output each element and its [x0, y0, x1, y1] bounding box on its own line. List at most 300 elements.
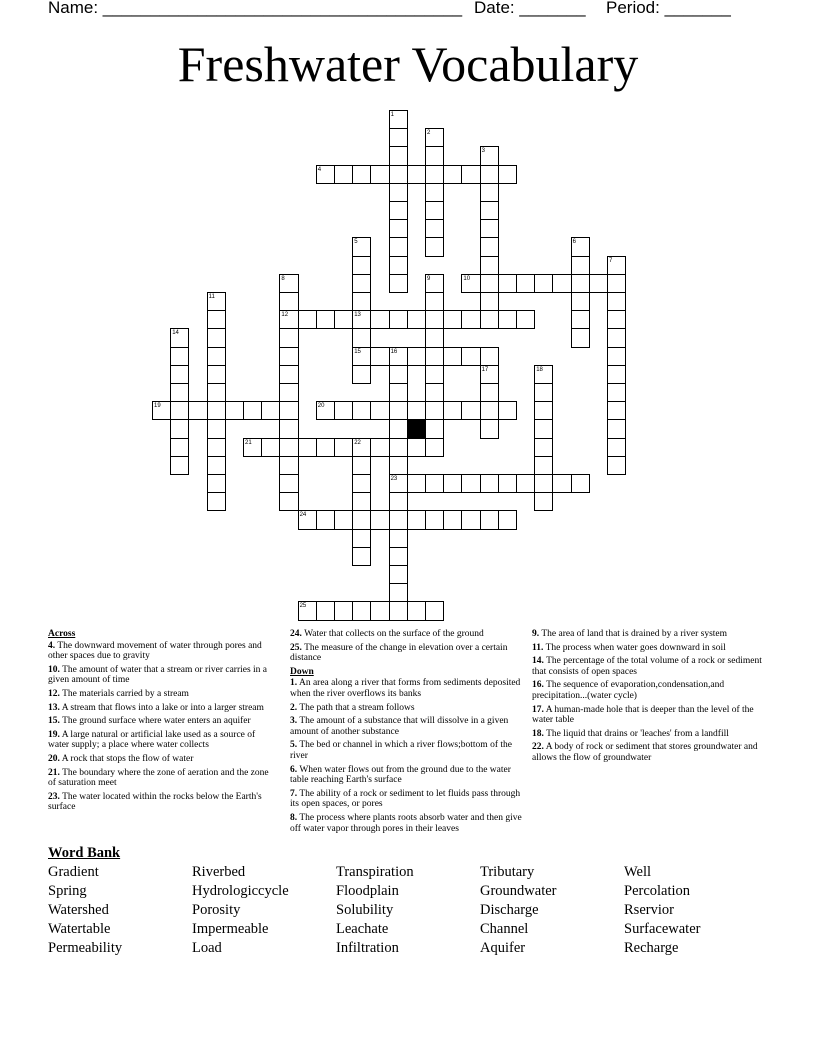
clue-number: 23	[390, 476, 398, 482]
grid-cell[interactable]	[352, 401, 371, 420]
clue-text: The percentage of the total volume of a rock or sediment that consists of open spaces	[532, 656, 762, 677]
grid-cell[interactable]	[261, 438, 280, 457]
grid-cell[interactable]	[607, 401, 626, 420]
word-bank-word: Permeability	[48, 940, 123, 956]
grid-cell[interactable]	[352, 456, 371, 475]
grid-cell[interactable]	[425, 510, 444, 529]
clue-text: The liquid that drains or 'leaches' from a landfill	[543, 728, 729, 739]
clue-num: 21.	[48, 767, 60, 778]
clue	[532, 705, 764, 726]
clue-number: 24	[299, 512, 307, 519]
clue-num: 25.	[290, 642, 302, 653]
grid-cell[interactable]	[425, 438, 444, 457]
grid-cell[interactable]	[516, 274, 535, 293]
grid-cell[interactable]	[407, 474, 426, 493]
clue-number: 9	[427, 275, 431, 282]
grid-cell[interactable]	[370, 347, 389, 366]
grid-cell[interactable]	[607, 383, 626, 402]
grid-cell[interactable]	[461, 474, 480, 493]
grid-cell[interactable]	[170, 347, 189, 366]
grid-cell[interactable]	[480, 237, 499, 256]
clue-num: 2.	[290, 702, 298, 713]
grid-cell[interactable]	[170, 401, 189, 420]
date-field[interactable]: Date: _______	[474, 0, 586, 17]
grid-cell[interactable]	[389, 146, 408, 165]
grid-cell[interactable]	[607, 274, 626, 293]
grid-cell[interactable]	[207, 310, 226, 329]
grid-cell[interactable]	[534, 383, 553, 402]
grid-cell[interactable]	[334, 510, 353, 529]
word-bank-word: Spring	[48, 883, 87, 899]
grid-cell[interactable]	[389, 310, 408, 329]
clue-number: 10	[463, 275, 471, 282]
clues-column-2	[290, 629, 522, 837]
clue-text: The amount of water that a stream or river carries in a given amount of time	[48, 664, 268, 686]
word-bank-column	[624, 863, 700, 958]
clue-number: 11	[208, 294, 215, 300]
clue-text: Water that collects on the surface of the ground	[301, 629, 484, 639]
clue-text: The water located within the rocks below the Earth's surface	[48, 791, 262, 813]
clue-text: A stream that flows into a lake or into a larger stream	[59, 702, 264, 713]
grid-cell[interactable]	[352, 365, 371, 384]
clue-text: An area along a river that forms from sediments deposited when the river overflows its banks	[290, 678, 521, 699]
grid-cell[interactable]	[334, 601, 353, 620]
grid-cell[interactable]	[316, 510, 335, 529]
clue-number: 20	[317, 403, 325, 410]
grid-cell[interactable]	[480, 419, 499, 438]
clue	[290, 678, 522, 699]
grid-cell[interactable]	[389, 256, 408, 275]
word-bank-word: Watershed	[48, 902, 109, 918]
clue-num: 18.	[532, 728, 544, 739]
grid-cell[interactable]	[207, 456, 226, 475]
grid-cell[interactable]	[480, 401, 499, 420]
clue-number: 4	[317, 166, 322, 173]
clue-num: 5.	[290, 740, 298, 751]
grid-cell[interactable]	[571, 474, 590, 493]
grid-cell[interactable]	[316, 438, 335, 457]
across-heading: Across	[48, 629, 76, 639]
grid-cell[interactable]	[279, 347, 298, 366]
grid-cell[interactable]	[170, 438, 189, 457]
clue-text: The ground surface where water enters an aquifer	[59, 716, 251, 727]
clue	[290, 716, 522, 737]
clue-text: The path that a stream follows	[297, 702, 415, 713]
grid-cell[interactable]	[480, 219, 499, 238]
grid-cell[interactable]	[352, 274, 371, 293]
grid-cell[interactable]	[279, 492, 298, 511]
grid-cell[interactable]	[425, 328, 444, 347]
grid-cell[interactable]	[443, 347, 462, 366]
grid-cell[interactable]	[480, 510, 499, 529]
grid-cell[interactable]	[370, 401, 389, 420]
clue-text: The process where plants roots absorb water and then give off water vapor through pores in their leaves	[290, 812, 522, 834]
grid-cell[interactable]	[425, 347, 444, 366]
grid-cell[interactable]	[480, 165, 499, 184]
clue	[532, 629, 764, 640]
grid-cell[interactable]	[425, 146, 444, 165]
grid-cell[interactable]	[316, 310, 335, 329]
grid-cell[interactable]	[534, 474, 553, 493]
grid-cell[interactable]	[352, 547, 371, 566]
grid-cell[interactable]	[534, 401, 553, 420]
grid-cell[interactable]	[498, 310, 517, 329]
clue-num: 24.	[290, 629, 302, 639]
clue-num: 11.	[532, 642, 544, 653]
grid-cell[interactable]	[607, 365, 626, 384]
grid-cell[interactable]	[461, 310, 480, 329]
grid-cell[interactable]	[207, 474, 226, 493]
word-bank-word: Channel	[480, 921, 529, 937]
clue-num: 20.	[48, 753, 60, 764]
grid-cell[interactable]	[407, 438, 426, 457]
grid-cell[interactable]	[407, 510, 426, 529]
grid-cell[interactable]	[279, 292, 298, 311]
grid-cell[interactable]	[571, 328, 590, 347]
grid-cell[interactable]	[389, 165, 408, 184]
grid-cell[interactable]	[443, 310, 462, 329]
clue-number: 22	[354, 439, 361, 446]
clue-text: The measure of the change in elevation over a certain distance	[290, 642, 508, 664]
grid-cell[interactable]	[425, 183, 444, 202]
clue-text: The materials carried by a stream	[59, 688, 189, 699]
grid-cell[interactable]	[425, 292, 444, 311]
clue-text: A large natural or artificial lake used as a source of water supply; a place where water collects	[48, 729, 256, 751]
grid-cell[interactable]	[389, 456, 408, 475]
word-bank-word: Groundwater	[480, 883, 557, 899]
word-bank-column	[336, 863, 414, 958]
grid-cell[interactable]	[480, 383, 499, 402]
grid-cell[interactable]	[279, 401, 298, 420]
grid-cell[interactable]	[389, 547, 408, 566]
grid-cell[interactable]	[461, 347, 480, 366]
grid-cell[interactable]	[425, 165, 444, 184]
grid-cell[interactable]	[352, 165, 371, 184]
grid-cell[interactable]	[552, 474, 571, 493]
grid-cell[interactable]	[334, 165, 353, 184]
grid-cell[interactable]	[352, 529, 371, 548]
word-bank-word: Porosity	[192, 902, 241, 918]
grid-cell[interactable]	[170, 365, 189, 384]
grid-cell[interactable]	[425, 419, 444, 438]
grid-cell[interactable]	[389, 274, 408, 293]
grid-cell[interactable]	[407, 347, 426, 366]
grid-cell[interactable]	[207, 419, 226, 438]
grid-cell[interactable]	[352, 256, 371, 275]
clue-num: 4.	[48, 640, 56, 651]
clue	[290, 740, 522, 761]
clue	[48, 689, 276, 700]
grid-cell[interactable]	[243, 401, 262, 420]
grid-cell[interactable]	[170, 456, 189, 475]
grid-cell[interactable]	[352, 328, 371, 347]
grid-cell[interactable]	[279, 438, 298, 457]
word-bank-title: Word Bank	[48, 845, 121, 861]
grid-cell[interactable]	[389, 365, 408, 384]
grid-cell[interactable]	[443, 401, 462, 420]
grid-cell[interactable]	[298, 438, 317, 457]
grid-cell[interactable]	[334, 401, 353, 420]
grid-cell[interactable]	[461, 165, 480, 184]
grid-cell[interactable]	[407, 401, 426, 420]
grid-cell[interactable]	[480, 310, 499, 329]
grid-cell[interactable]	[534, 492, 553, 511]
grid-cell[interactable]	[352, 492, 371, 511]
grid-cell[interactable]	[607, 438, 626, 457]
grid-cell[interactable]	[207, 365, 226, 384]
grid-cell[interactable]	[407, 310, 426, 329]
grid-cell[interactable]	[607, 456, 626, 475]
grid-cell[interactable]	[389, 401, 408, 420]
grid-cell[interactable]	[571, 274, 590, 293]
clue-number: 5	[354, 239, 358, 246]
grid-cell[interactable]	[480, 347, 499, 366]
clue	[290, 765, 522, 786]
grid-cell[interactable]	[389, 237, 408, 256]
grid-cell[interactable]	[461, 401, 480, 420]
clue-number: 18	[536, 366, 543, 373]
clue-num: 22.	[532, 742, 544, 753]
grid-cell[interactable]	[188, 401, 207, 420]
grid-cell[interactable]	[425, 383, 444, 402]
grid-cell[interactable]	[370, 601, 389, 620]
clue-number: 21	[245, 439, 252, 446]
word-bank-column	[192, 863, 289, 958]
clue-text: The bed or channel in which a river flows;bottom of the river	[290, 740, 512, 761]
grid-cell[interactable]	[607, 419, 626, 438]
grid-cell[interactable]	[480, 292, 499, 311]
grid-cell[interactable]	[352, 601, 371, 620]
grid-cell[interactable]	[261, 401, 280, 420]
grid-cell[interactable]	[316, 601, 335, 620]
grid-cell[interactable]	[370, 165, 389, 184]
grid-cell[interactable]	[352, 292, 371, 311]
grid-cell[interactable]	[443, 165, 462, 184]
clue-text: A human-made hole that is deeper than the level of the water table	[532, 704, 754, 726]
clue	[48, 730, 276, 751]
grid-cell[interactable]	[461, 510, 480, 529]
grid-cell[interactable]	[170, 383, 189, 402]
grid-cell[interactable]	[407, 601, 426, 620]
grid-cell[interactable]	[279, 383, 298, 402]
grid-cell[interactable]	[207, 328, 226, 347]
clue-number: 2	[427, 130, 431, 137]
grid-cell[interactable]	[607, 328, 626, 347]
word-bank-word: Discharge	[480, 902, 539, 918]
clue	[290, 813, 522, 834]
clue-num: 14.	[532, 656, 544, 667]
grid-cell[interactable]	[370, 438, 389, 457]
clue-text: The ability of a rock or sediment to let fluids pass through its open spaces, or pores	[290, 788, 521, 810]
grid-cell[interactable]	[389, 128, 408, 147]
grid-cell[interactable]	[534, 456, 553, 475]
word-bank-word: Tributary	[480, 864, 535, 880]
grid-cell[interactable]	[389, 419, 408, 438]
grid-cell[interactable]	[279, 456, 298, 475]
grid-cell[interactable]	[498, 510, 517, 529]
clue	[48, 754, 276, 765]
grid-cell[interactable]	[389, 201, 408, 220]
clue	[48, 665, 276, 686]
grid-cell[interactable]	[389, 492, 408, 511]
grid-cell[interactable]	[425, 401, 444, 420]
grid-cell[interactable]	[516, 310, 535, 329]
clue	[532, 729, 764, 740]
word-bank-word: Aquifer	[480, 940, 526, 956]
clue-number: 15	[354, 348, 361, 355]
word-bank-word: Rservior	[624, 902, 674, 918]
grid-cell[interactable]	[498, 401, 517, 420]
grid-cell[interactable]	[571, 256, 590, 275]
word-bank-word: Recharge	[624, 940, 679, 956]
clue-number: 8	[281, 275, 285, 282]
clue	[48, 641, 276, 662]
clue-num: 10.	[48, 664, 60, 675]
word-bank-word: Load	[192, 940, 222, 956]
word-bank-word: Leachate	[336, 921, 389, 937]
grid-cell[interactable]	[425, 201, 444, 220]
grid-cell[interactable]	[498, 165, 517, 184]
grid-cell[interactable]	[352, 474, 371, 493]
clue	[290, 789, 522, 810]
grid-cell[interactable]	[334, 310, 353, 329]
grid-cell[interactable]	[389, 510, 408, 529]
clue-number: 17	[481, 366, 489, 373]
word-bank-word: Well	[624, 864, 652, 880]
clue-text: When water flows out from the ground due to the water table reaching Earth's surface	[290, 764, 511, 786]
clue	[532, 643, 764, 654]
word-bank-word: Watertable	[48, 921, 111, 937]
name-field[interactable]: Name: ______________________________________	[48, 0, 463, 17]
grid-cell[interactable]	[389, 529, 408, 548]
clue-num: 19.	[48, 729, 60, 740]
down-heading: Down	[290, 666, 314, 677]
word-bank-word: Surfacewater	[624, 921, 701, 937]
clue-text: A body of rock or sediment that stores groundwater and allows the flow of groundwater	[532, 742, 758, 763]
clue-num: 16.	[532, 680, 544, 691]
grid-cell[interactable]	[207, 383, 226, 402]
grid-cell[interactable]	[207, 492, 226, 511]
grid-cell[interactable]	[279, 365, 298, 384]
grid-cell[interactable]	[389, 183, 408, 202]
grid-cell[interactable]	[298, 310, 317, 329]
clue	[48, 703, 276, 714]
clue	[290, 703, 522, 714]
grid-cell[interactable]	[425, 601, 444, 620]
grid-cell[interactable]	[425, 310, 444, 329]
clue-num: 17.	[532, 704, 544, 715]
grid-cell[interactable]	[589, 274, 608, 293]
grid-cell[interactable]	[571, 310, 590, 329]
grid-cell[interactable]	[498, 474, 517, 493]
grid-cell[interactable]	[425, 219, 444, 238]
grid-cell[interactable]	[370, 510, 389, 529]
grid-cell[interactable]	[498, 274, 517, 293]
clue	[532, 680, 764, 701]
clue-num: 6.	[290, 764, 298, 775]
grid-cell[interactable]	[279, 419, 298, 438]
grid-cell[interactable]	[334, 438, 353, 457]
grid-cell[interactable]	[389, 219, 408, 238]
grid-cell[interactable]	[534, 438, 553, 457]
grid-cell[interactable]	[607, 292, 626, 311]
grid-cell[interactable]	[279, 474, 298, 493]
grid-cell[interactable]	[571, 292, 590, 311]
clue-num: 7.	[290, 788, 298, 799]
grid-cell[interactable]	[279, 328, 298, 347]
grid-cell[interactable]	[225, 401, 244, 420]
clue	[48, 768, 276, 789]
clue-number: 16	[390, 348, 398, 355]
clue-number: 13	[354, 312, 361, 319]
grid-cell[interactable]	[389, 601, 408, 620]
grid-cell[interactable]	[170, 419, 189, 438]
clue	[532, 656, 764, 677]
word-bank-word: Impermeable	[192, 921, 269, 937]
clue-num: 1.	[290, 678, 298, 689]
period-field[interactable]: Period: _______	[606, 0, 731, 17]
clue	[48, 792, 276, 813]
clue-text: A rock that stops the flow of water	[59, 753, 194, 764]
grid-cell[interactable]	[425, 237, 444, 256]
clue-text: The downward movement of water through pores and other spaces due to gravity	[48, 640, 262, 662]
grid-cell[interactable]	[443, 510, 462, 529]
clues-column-1	[48, 629, 276, 816]
grid-cell[interactable]	[207, 347, 226, 366]
grid-cell[interactable]	[443, 474, 462, 493]
grid-cell[interactable]	[389, 383, 408, 402]
grid-cell[interactable]	[389, 583, 408, 602]
word-bank-word: Hydrologiccycle	[192, 883, 289, 899]
clue-num: 12.	[48, 688, 60, 699]
grid-cell[interactable]	[534, 274, 553, 293]
grid-cell[interactable]	[370, 310, 389, 329]
grid-cell[interactable]	[207, 401, 226, 420]
grid-cell[interactable]	[389, 565, 408, 584]
grid-cell[interactable]	[480, 201, 499, 220]
clue-number: 19	[154, 403, 161, 410]
grid-cell[interactable]	[607, 310, 626, 329]
grid-cell[interactable]	[534, 419, 553, 438]
word-bank-word: Solubility	[336, 902, 394, 918]
grid-cell[interactable]	[480, 274, 499, 293]
grid-cell[interactable]	[607, 347, 626, 366]
clue-number: 3	[481, 148, 485, 155]
grid-cell[interactable]	[425, 474, 444, 493]
word-bank-word: Infiltration	[336, 940, 399, 956]
grid-cell[interactable]	[480, 474, 499, 493]
grid-cell[interactable]	[516, 474, 535, 493]
page-title: Freshwater Vocabulary	[177, 36, 639, 92]
blocked-cell	[407, 419, 426, 438]
word-bank-word: Gradient	[48, 864, 99, 880]
clue-text: The process when water goes downward in soil	[543, 642, 726, 653]
word-bank-column	[48, 863, 122, 958]
clue-num: 15.	[48, 716, 60, 727]
grid-cell[interactable]	[407, 165, 426, 184]
grid-cell[interactable]	[480, 256, 499, 275]
grid-cell[interactable]	[480, 183, 499, 202]
clue-num: 23.	[48, 791, 60, 802]
grid-cell[interactable]	[352, 510, 371, 529]
clues-column-3	[532, 629, 764, 767]
grid-cell[interactable]	[552, 274, 571, 293]
grid-cell[interactable]	[425, 365, 444, 384]
clue-num: 13.	[48, 702, 60, 713]
word-bank-word: Transpiration	[336, 864, 414, 880]
grid-cell[interactable]	[389, 438, 408, 457]
grid-cell[interactable]	[207, 438, 226, 457]
